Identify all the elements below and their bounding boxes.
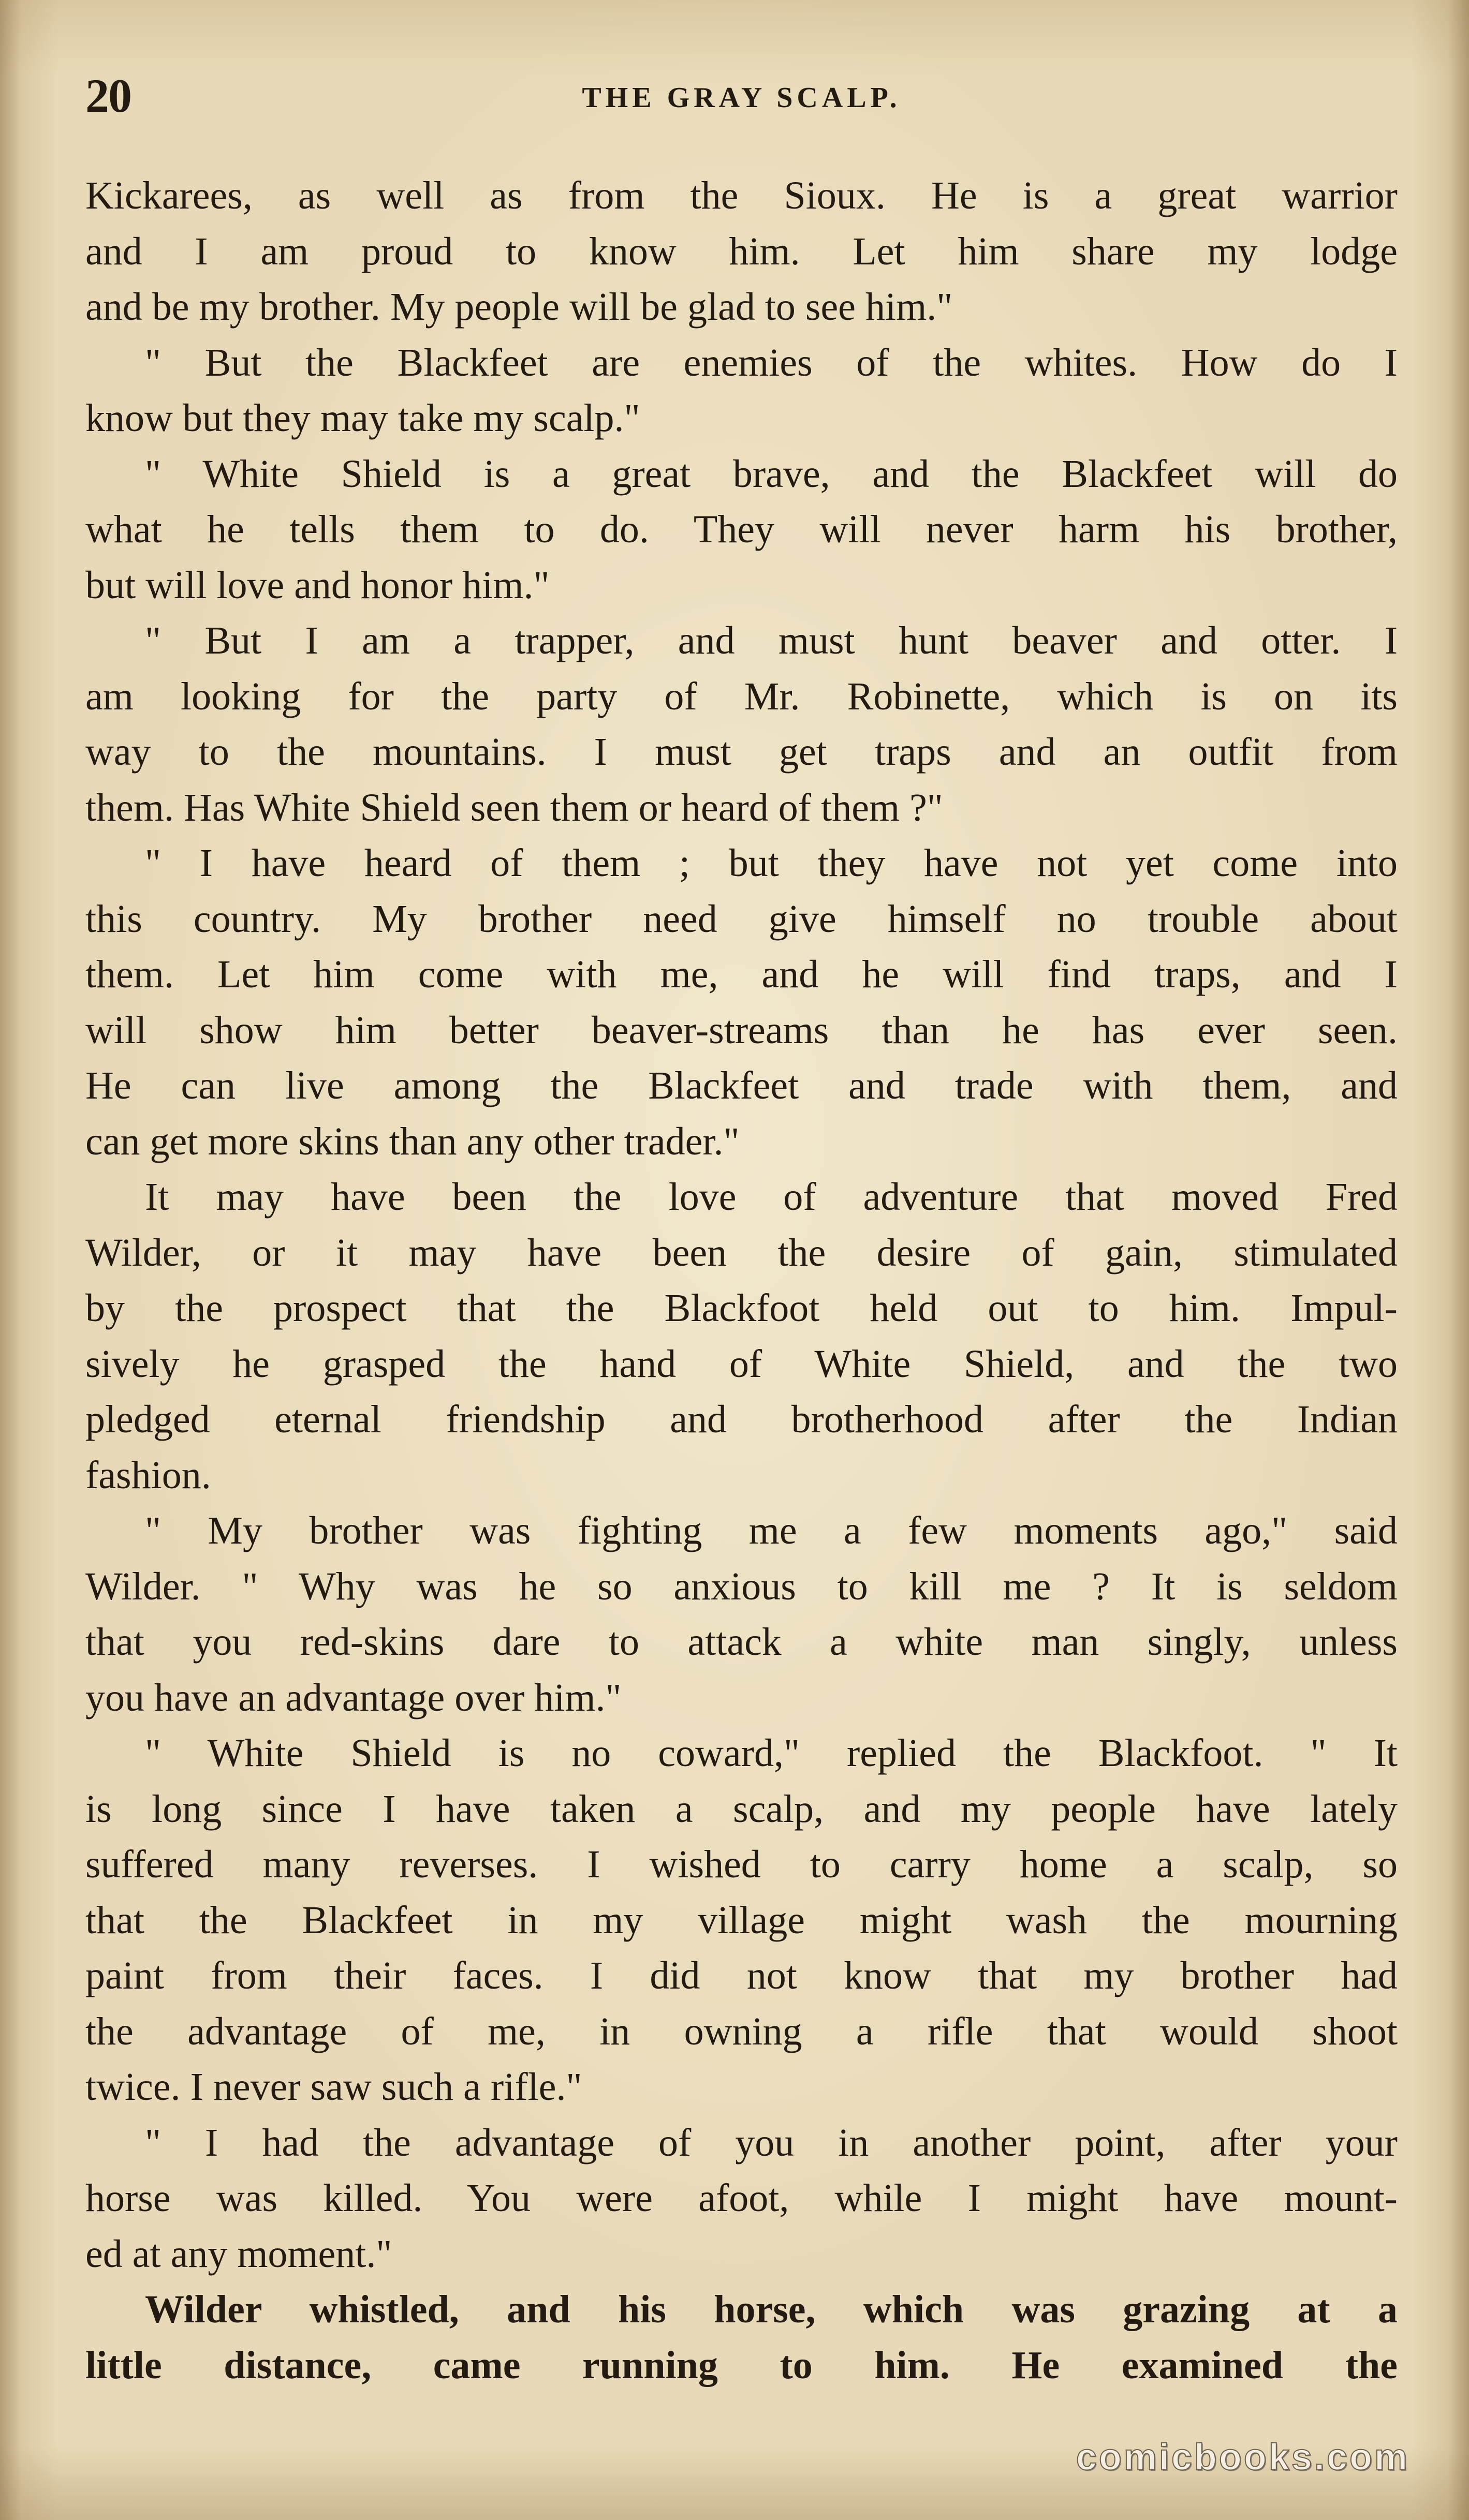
- text-line: but will love and honor him.": [85, 563, 550, 607]
- text-line: " White Shield is a great brave, and the Blackfeet will do: [145, 452, 1398, 496]
- body-text: [85, 168, 1398, 2393]
- text-line: fashion.: [85, 1453, 211, 1497]
- text-line: you have an advantage over him.": [85, 1676, 622, 1719]
- text-line: suffered many reverses. I wished to carry home a scalp, so: [85, 1843, 1398, 1886]
- text-line: Wilder, or it may have been the desire of gain, stimulated: [85, 1231, 1398, 1274]
- text-line: them. Has White Shield seen them or heard of them ?": [85, 785, 943, 829]
- text-line: by the prospect that the Blackfoot held out to him. Impul-: [85, 1286, 1398, 1330]
- text-line: pledged eternal friendship and brotherhood after the Indian: [85, 1398, 1398, 1441]
- text-line: can get more skins than any other trader.": [85, 1119, 740, 1163]
- text-line: " My brother was fighting me a few moments ago," said: [145, 1509, 1398, 1552]
- text-line: Wilder whistled, and his horse, which was grazing at a: [145, 2288, 1398, 2331]
- text-line: sively he grasped the hand of White Shield, and the two: [85, 1342, 1398, 1386]
- page-header: [85, 67, 1398, 124]
- text-line: will show him better beaver-streams than he has ever seen.: [85, 1008, 1398, 1052]
- text-line: " But I am a trapper, and must hunt beaver and otter. I: [145, 619, 1398, 662]
- text-line: Kickarees, as well as from the Sioux. He is a great warrior: [85, 174, 1398, 217]
- page-number: 20: [85, 69, 131, 122]
- text-line: and be my brother. My people will be glad to see him.": [85, 285, 953, 329]
- text-line: It may have been the love of adventure that moved Fred: [145, 1175, 1398, 1219]
- text-line: know but they may take my scalp.": [85, 396, 640, 440]
- text-line: " But the Blackfeet are enemies of the whites. How do I: [145, 340, 1398, 384]
- text-line: that you red-skins dare to attack a white man singly, unless: [85, 1620, 1398, 1664]
- text-line: and I am proud to know him. Let him share my lodge: [85, 229, 1398, 273]
- text-line: Wilder. " Why was he so anxious to kill me ? It is seldom: [85, 1564, 1398, 1608]
- text-line: way to the mountains. I must get traps and an outfit from: [85, 730, 1398, 774]
- text-line: that the Blackfeet in my village might wash the mourning: [85, 1898, 1398, 1942]
- text-line: " I have heard of them ; but they have not yet come into: [145, 841, 1398, 885]
- text-line: paint from their faces. I did not know that my brother had: [85, 1954, 1398, 1997]
- text-line: what he tells them to do. They will never harm his brother,: [85, 508, 1398, 551]
- running-title: THE GRAY SCALP.: [582, 82, 901, 114]
- text-line: am looking for the party of Mr. Robinette, which is on its: [85, 674, 1398, 718]
- page-edge-left: [0, 0, 21, 2520]
- text-line: is long since I have taken a scalp, and my people have lately: [85, 1787, 1398, 1831]
- watermark: comicbooks.com: [1076, 2437, 1409, 2478]
- page-edge-right: [1448, 0, 1469, 2520]
- text-line: He can live among the Blackfeet and trade with them, and: [85, 1064, 1398, 1107]
- text-line: this country. My brother need give himself no trouble about: [85, 897, 1398, 941]
- text-line: " I had the advantage of you in another point, after your: [145, 2121, 1398, 2165]
- text-line: ed at any moment.": [85, 2232, 392, 2276]
- text-line: them. Let him come with me, and he will find traps, and I: [85, 953, 1398, 996]
- text-line: little distance, came running to him. He examined the: [85, 2343, 1398, 2387]
- text-line: horse was killed. You were afoot, while I might have mount-: [85, 2176, 1398, 2220]
- text-line: " White Shield is no coward," replied the Blackfoot. " It: [145, 1731, 1398, 1775]
- text-line: the advantage of me, in owning a rifle that would shoot: [85, 2009, 1398, 2053]
- text-line: twice. I never saw such a rifle.": [85, 2065, 582, 2109]
